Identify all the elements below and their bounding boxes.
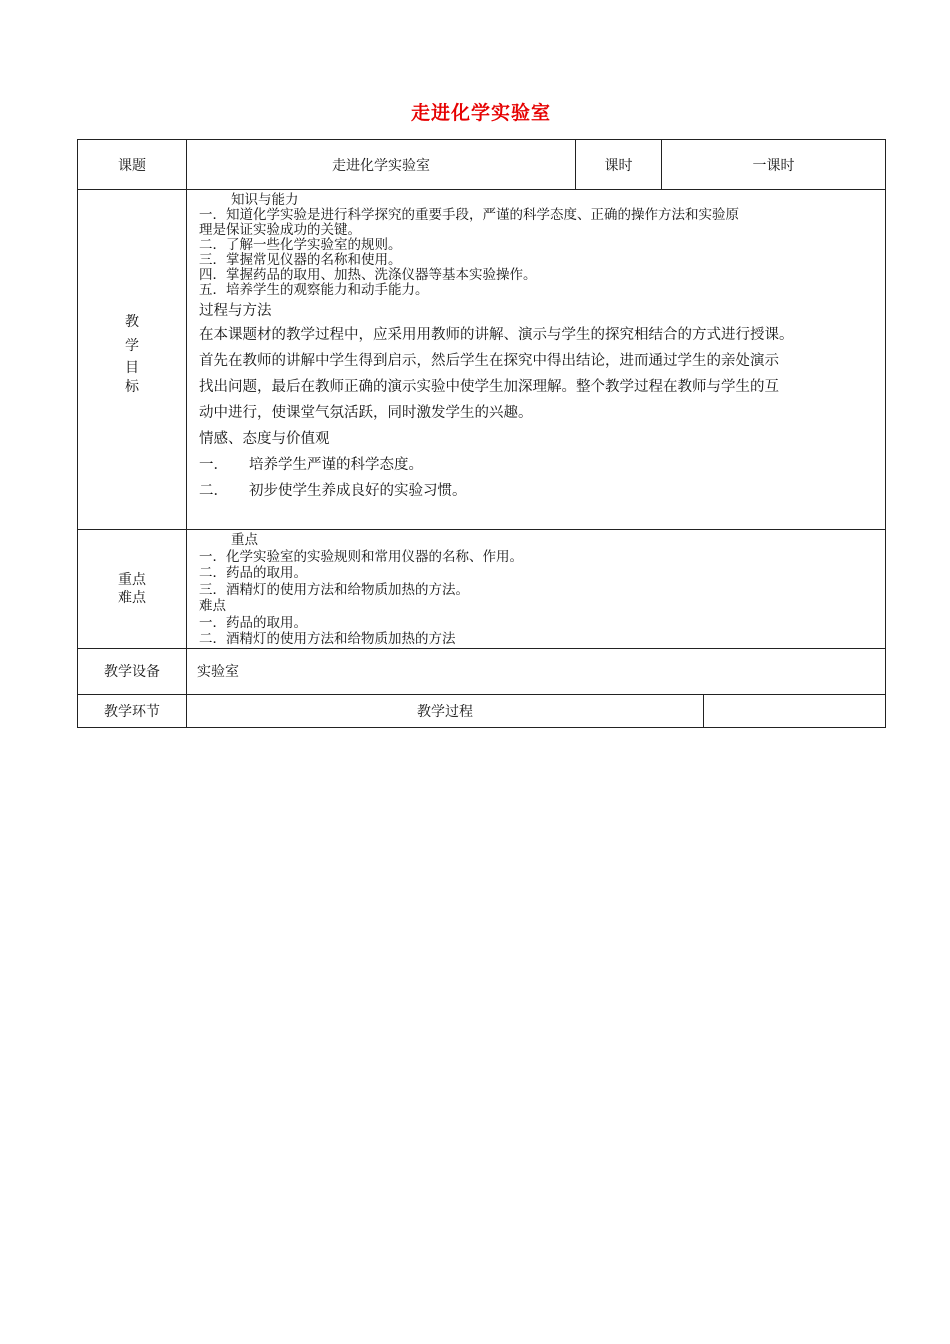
knowledge-item: 一．知道化学实验是进行科学探究的重要手段，严谨的科学态度、正确的操作方法和实验原	[199, 207, 739, 223]
keypoints-label-cell	[78, 530, 187, 649]
goals-content-cell	[187, 190, 886, 530]
topic-label: 课题	[78, 140, 187, 190]
knowledge-item: 四．掌握药品的取用、加热、洗涤仪器等基本实验操作。	[199, 267, 537, 283]
topic-value: 走进化学实验室	[187, 140, 576, 190]
attitude-item-text: 初步使学生养成良好的实验习惯。	[249, 483, 467, 499]
teaching-process-row	[78, 694, 886, 727]
equipment-row	[78, 648, 886, 694]
keypoints-label-line: 重点	[118, 571, 146, 588]
teaching-stage-label: 教学环节	[78, 694, 187, 727]
period-value: 一课时	[662, 140, 886, 190]
keypoints-label-line: 难点	[118, 589, 146, 606]
process-line: 首先在教师的讲解中学生得到启示，然后学生在探究中得出结论，进而通过学生的亲处演示	[199, 353, 779, 369]
goals-label-char: 标	[125, 378, 139, 395]
document-title: 走进化学实验室	[410, 102, 551, 124]
lesson-plan-table	[77, 139, 886, 728]
goals-label-char: 目	[125, 359, 139, 376]
key-item: 三．酒精灯的使用方法和给物质加热的方法。	[199, 581, 469, 598]
attitude-item	[199, 478, 877, 504]
process-line: 在本课题材的教学过程中，应采用用教师的讲解、演示与学生的探究相结合的方式进行授课。	[199, 327, 794, 343]
difficult-heading: 难点	[199, 598, 226, 614]
teaching-process-label: 教学过程	[187, 694, 704, 727]
key-heading: 重点	[231, 532, 258, 548]
knowledge-item: 三．掌握常见仪器的名称和使用。	[199, 252, 402, 268]
process-line: 动中进行，使课堂气氛活跃，同时激发学生的兴趣。	[199, 405, 533, 421]
keypoints-row	[78, 530, 886, 649]
attitude-item-number: 一．	[199, 457, 228, 473]
goals-label-cell	[78, 190, 187, 530]
teaching-process-empty-cell	[704, 694, 886, 727]
attitude-item-text: 培养学生严谨的科学态度。	[249, 457, 423, 473]
keypoints-content-cell	[187, 530, 886, 649]
attitude-heading: 情感、态度与价值观	[199, 431, 330, 447]
attitude-item	[199, 452, 877, 478]
process-line: 找出问题，最后在教师正确的演示实验中使学生加深理解。整个教学过程在教师与学生的互	[199, 379, 779, 395]
equipment-label: 教学设备	[78, 648, 187, 694]
attitude-item-number: 二．	[199, 483, 228, 499]
knowledge-item: 五．培养学生的观察能力和动手能力。	[199, 282, 429, 298]
key-item: 二．药品的取用。	[199, 565, 307, 581]
goals-label-char: 教	[125, 313, 139, 330]
knowledge-item: 二．了解一些化学实验室的规则。	[199, 237, 402, 253]
process-section	[199, 300, 877, 504]
difficult-item: 二．酒精灯的使用方法和给物质加热的方法	[199, 631, 456, 647]
period-label: 课时	[576, 140, 662, 190]
equipment-value: 实验室	[187, 648, 886, 694]
knowledge-section	[199, 193, 877, 298]
process-heading: 过程与方法	[199, 303, 272, 319]
knowledge-item: 理是保证实验成功的关键。	[199, 222, 361, 238]
difficult-item: 一．药品的取用。	[199, 614, 307, 631]
key-item: 一．化学实验室的实验规则和常用仪器的名称、作用。	[199, 548, 523, 565]
knowledge-heading: 知识与能力	[231, 192, 299, 208]
goals-label-char: 学	[125, 337, 139, 354]
goals-row	[78, 190, 886, 530]
topic-row	[78, 140, 886, 190]
